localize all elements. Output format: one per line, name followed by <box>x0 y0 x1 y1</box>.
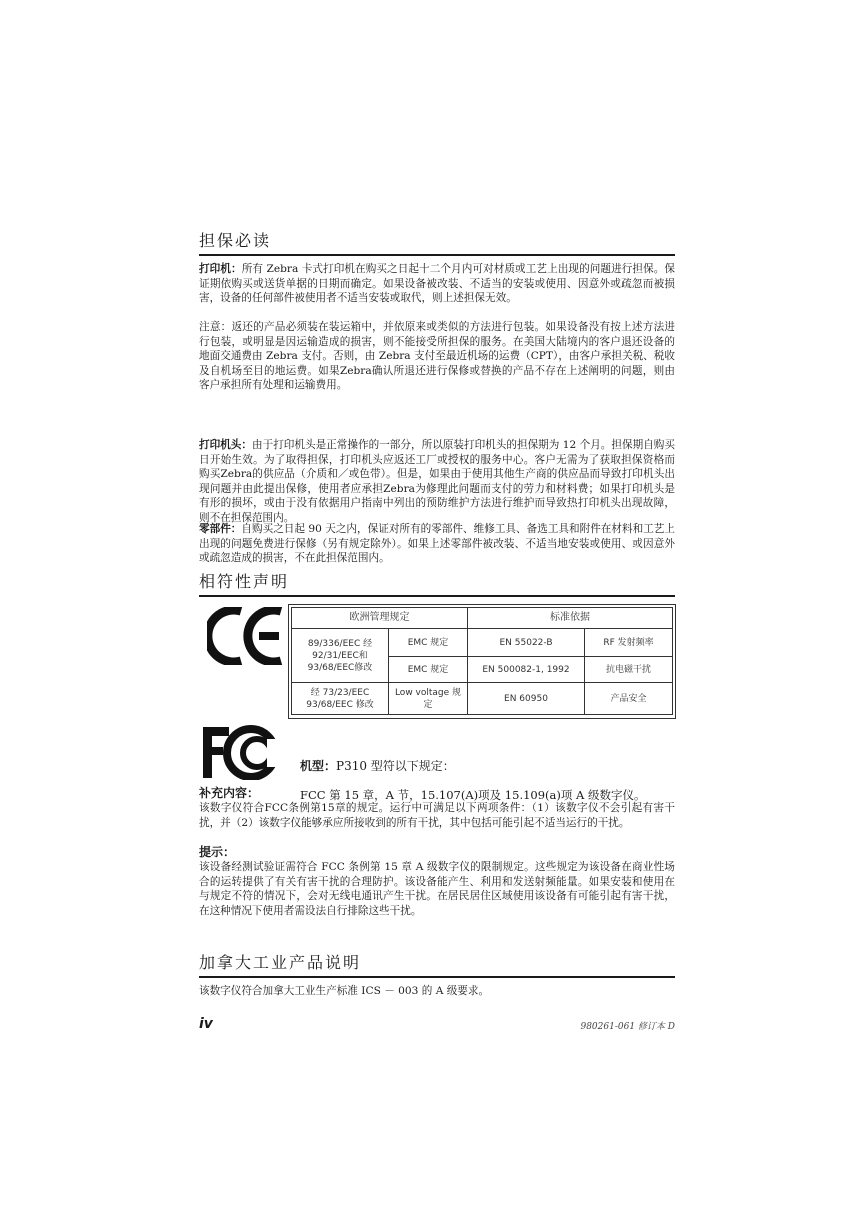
conformity-title: 相符性声明 <box>199 572 675 597</box>
head-text: 由于打印机头是正常操作的一部分，所以原装打印机头的担保期为 12 个月。担保期自购买日开始生效。为了取得担保，打印机头应返还工厂或授权的服务中心。客户无需为了获取担保资格而购买Zebra的供应品（介质和／或色带）。但是，如果由于使用其他生产商的供应品而导致打印机头出现问题并由此提出保修，使用者应承担Zebra为修理此问题而支付的劳力和材料费；如果打印机头是有形的损坏，或由于没有依据用户指南中列出的预防维护方法进行维护而导致热打印机头出现故障，则不在担保范围内。 <box>199 439 675 524</box>
warranty-note-paragraph: 注意：返还的产品必须装在装运箱中，并依原来或类似的方法进行包装。如果设备没有按上述方法进行包装，或明显是因运输造成的损害，则不能接受所担保的服务。在美国大陆境内的客户退还设备的地面交通费由 Zebra 支付。否则，由 Zebra 支付至最近机场的运费（CPT），由客户承担关税、税收及自机场至目的地运费。如果Zebra确认所退还进行保修或替换的产品不存在上述阐明的问题，则由客户承担所有处理和运输费用。 <box>199 321 675 391</box>
printer-label: 打印机： <box>199 263 242 275</box>
doc-revision: 980261-061 修订本 D <box>580 1022 675 1032</box>
directive-cell: 经 73/23/EEC 93/68/EEC 修改 <box>292 683 389 715</box>
canada-text: 该数字仪符合加拿大工业生产标准 ICS － 003 的 A 级要求。 <box>199 985 490 997</box>
desc-cell: 产品安全 <box>585 683 673 715</box>
fcc-logo-icon <box>201 725 283 780</box>
printer-text: 所有 Zebra 卡式打印机在购买之日起十二个月内可对材质或工艺上出现的问题进行担保。保证期依购买或送货单据的日期而确定。如果设备被改装、不适当的安装或使用、因意外或疏忽而被损害，设备的任何部件被使用者不适当安装或取代，则上述担保无效。 <box>199 263 676 304</box>
standard-cell: EN 500082-1, 1992 <box>468 657 585 683</box>
table-header-eu: 欧洲管理规定 <box>292 608 468 629</box>
model-line <box>300 757 455 774</box>
ce-mark-icon <box>207 607 285 665</box>
model-text: P310 型符以下规定： <box>336 759 455 773</box>
tip-label: 提示： <box>199 845 236 859</box>
warranty-parts-paragraph <box>199 522 675 566</box>
page-number: iv <box>199 1016 213 1032</box>
table-row <box>292 683 673 715</box>
supplement-text: 该数字仪符合FCC条例第15章的规定。运行中可满足以下两项条件：（1）该数字仪不会引起有害干扰，并（2）该数字仪能够承应所接收到的所有干扰，其中包括可能引起不适当运行的干扰。 <box>199 802 675 829</box>
head-label: 打印机头： <box>199 439 252 451</box>
canada-title: 加拿大工业产品说明 <box>199 953 675 978</box>
model-label: 机型： <box>300 759 337 773</box>
fcc-line: FCC 第 15 章，A 节，15.107(A)项及 15.109(a)项 A 级数字仪。 <box>300 788 646 802</box>
directive-cell: 89/336/EEC 经92/31/EEC和 93/68/EEC修改 <box>292 629 389 683</box>
regulation-table <box>291 607 673 715</box>
warranty-title: 担保必读 <box>199 231 675 256</box>
warranty-printer-paragraph <box>199 262 675 306</box>
type-cell: EMC 规定 <box>389 629 468 657</box>
standard-cell: EN 55022-B <box>468 629 585 657</box>
standard-cell: EN 60950 <box>468 683 585 715</box>
warranty-head-paragraph <box>199 438 675 525</box>
parts-text: 自购买之日起 90 天之内，保证对所有的零部件、维修工具、备选工具和附件在材料和工艺上出现的问题免费进行保修（另有规定除外）。如果上述零部件被改装、不适当地安装或使用、或因意外或疏忽造成的损害，不在此担保范围内。 <box>199 523 676 564</box>
desc-cell: RF 发射频率 <box>585 629 673 657</box>
desc-cell: 抗电磁干扰 <box>585 657 673 683</box>
type-cell: Low voltage 规定 <box>389 683 468 715</box>
parts-label: 零部件： <box>199 523 242 535</box>
type-cell: EMC 规定 <box>389 657 468 683</box>
tip-text: 该设备经测试验证需符合 FCC 条例第 15 章 A 级数字仪的限制规定。这些规定为该设备在商业性场合的运转提供了有关有害干扰的合理防护。该设备能产生、利用和发送射频能量。如果安装和使用在与规定不符的情况下，会对无线电通讯产生干扰。在居民居住区域使用该设备有可能引起有害干扰，在这种情况下使用者需设法自行排除这些干扰。 <box>199 861 675 917</box>
supplement-label: 补充内容： <box>199 786 260 800</box>
table-row <box>292 629 673 657</box>
table-header-standard: 标准依据 <box>468 608 673 629</box>
